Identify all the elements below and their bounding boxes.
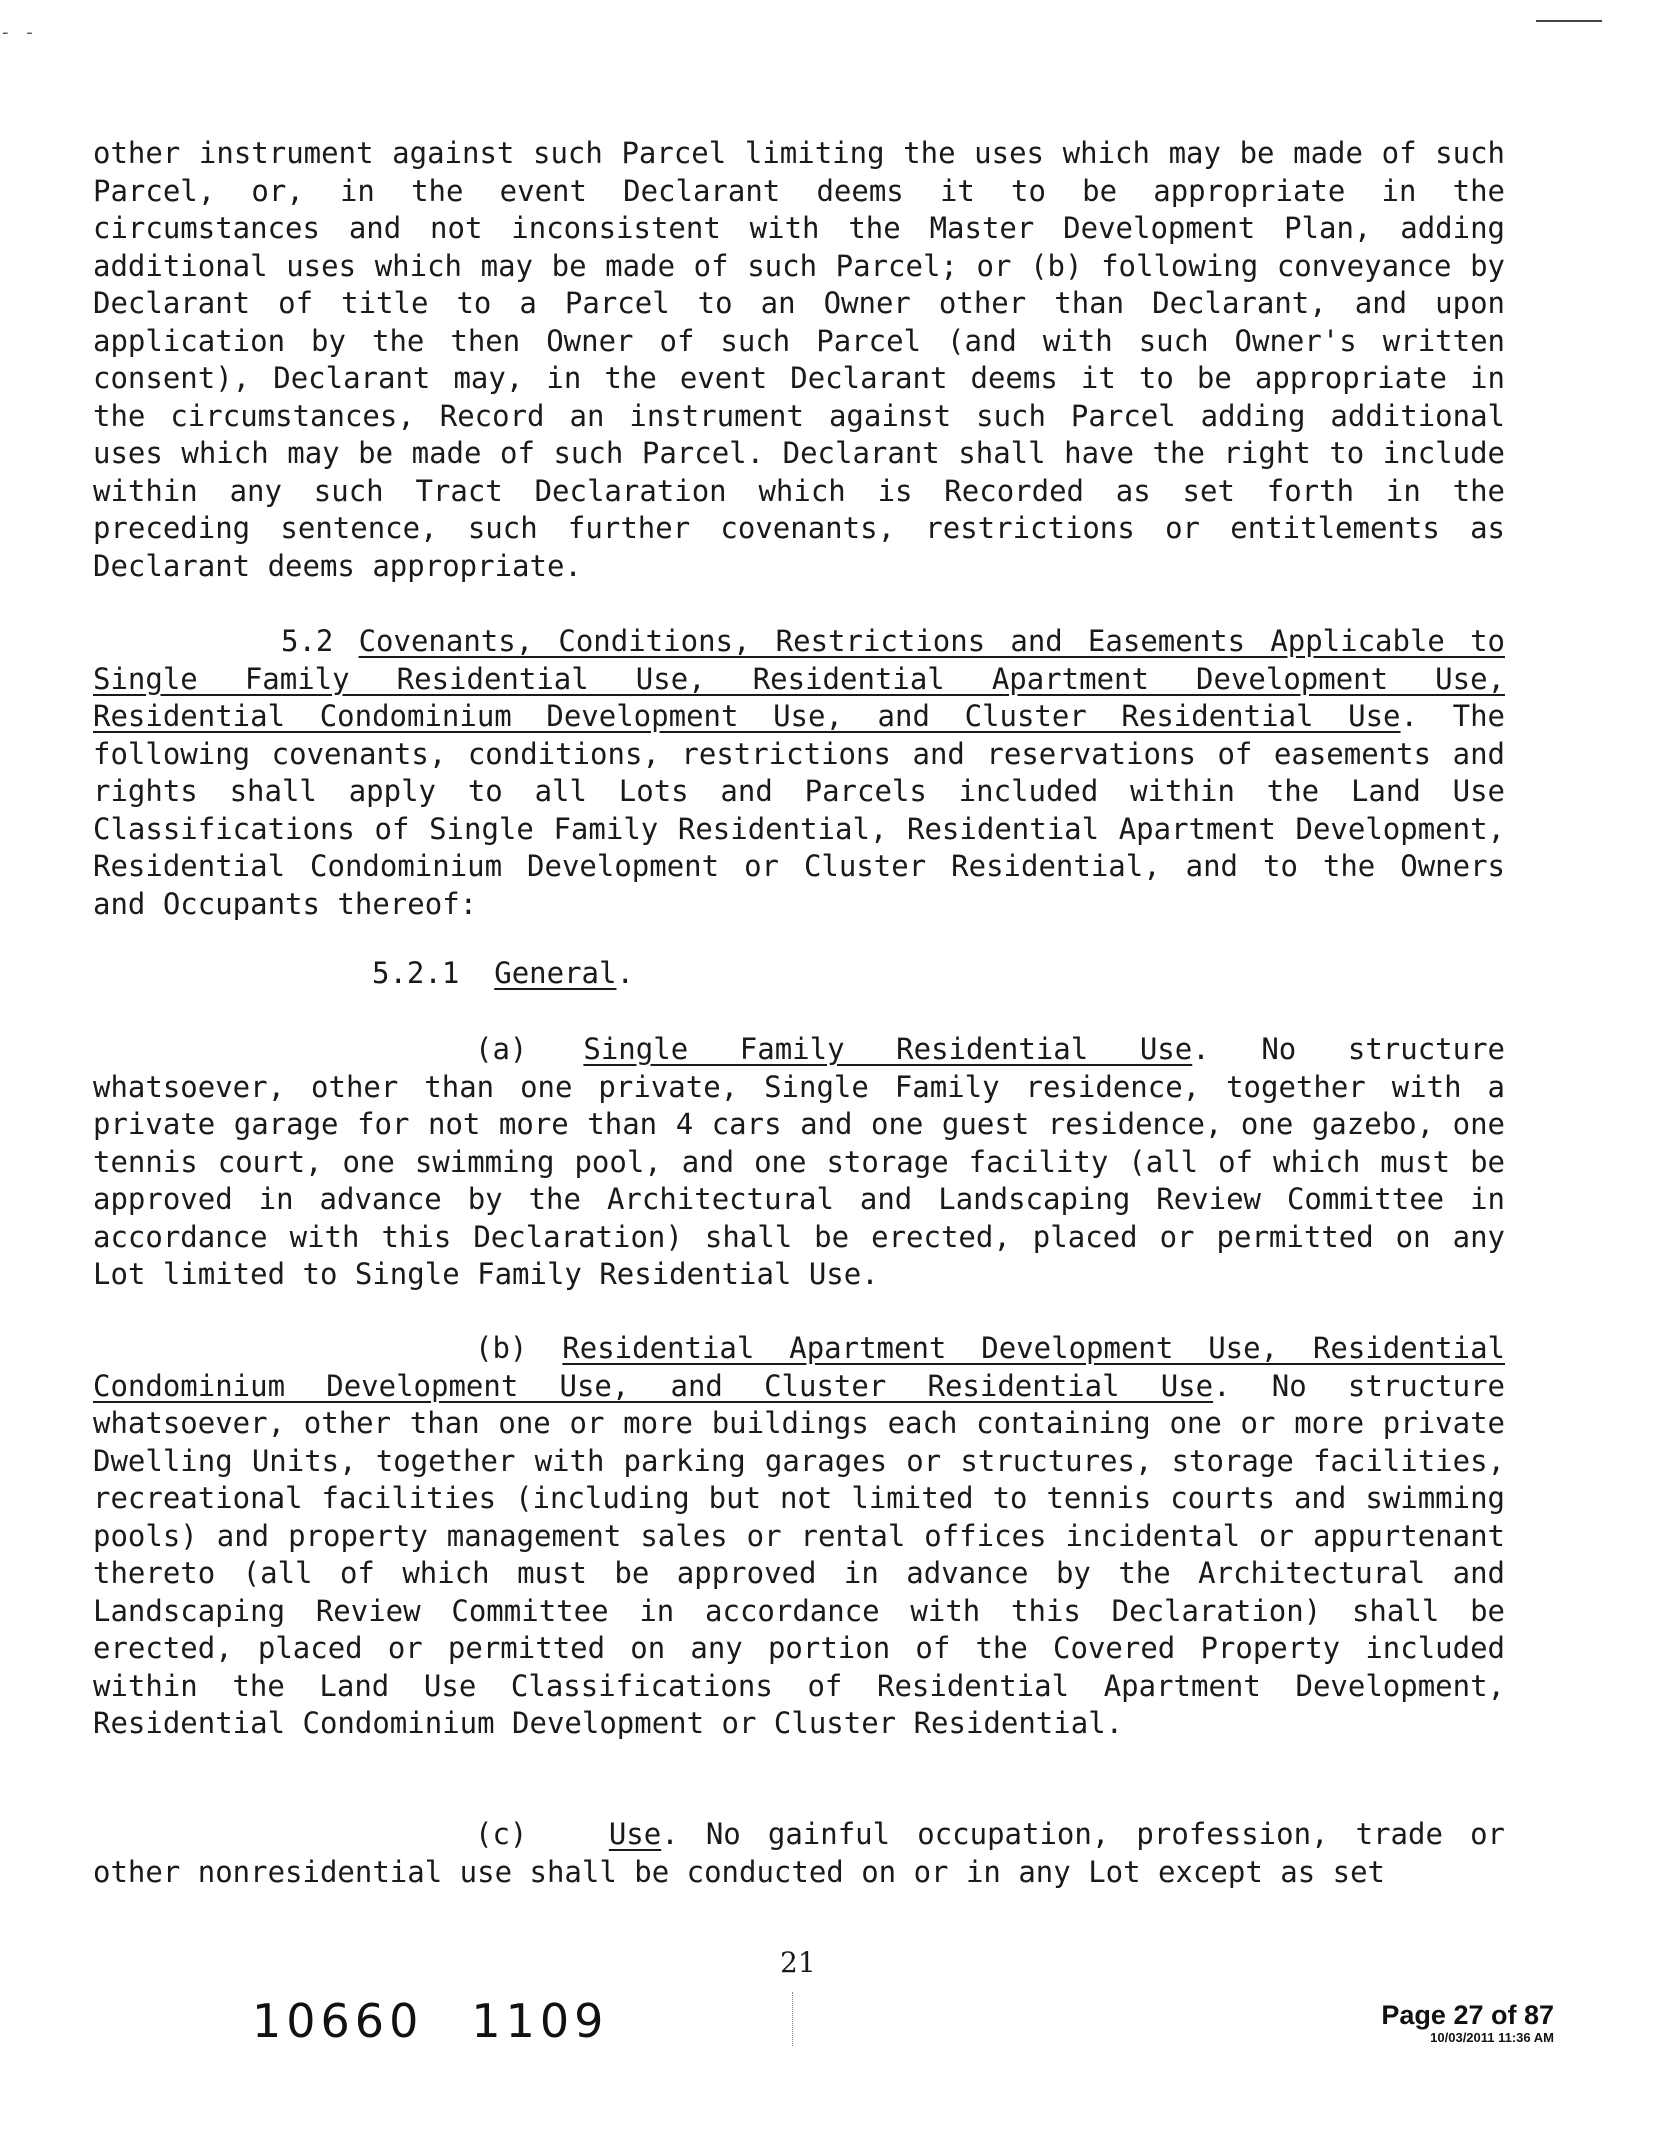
section-5-2-text [93, 623, 1505, 923]
book-page-number [252, 1994, 608, 2048]
section-heading: Covenants, Conditions, Restrictions and Easements Applicable to Single Family Residential Use, Residential Apartment Development Use, Residential Condominium Development Use, and Cluster Residential Use [93, 624, 1505, 733]
book-page: 1109 [471, 1994, 609, 2048]
subsection-number: 5.2.1 [372, 956, 460, 990]
subsection-heading [372, 955, 972, 993]
item-c [93, 1816, 1505, 1891]
section-5-2 [93, 623, 1505, 923]
item-heading: Residential Apartment Development Use, Residential Condominium Development Use, and Cluster Residential Use [93, 1331, 1505, 1403]
subsection-title: General [494, 956, 617, 990]
item-body: . No structure whatsoever, other than one private, Single Family residence, together with a private garage for not more than 4 cars and one guest residence, one gazebo, one tennis court, one swimming pool, and one storage facility (all of which must be approved in advance by the Architectural and Landscaping Review Committee in accordance with this Declaration) shall be erected, placed or permitted on any Lot limited to Single Family Residential Use. [93, 1032, 1506, 1291]
margin-mark [792, 1992, 795, 2046]
item-a [93, 1031, 1505, 1294]
scan-mark: - - [2, 22, 39, 43]
item-label: (b) [475, 1331, 528, 1365]
scan-rule [1536, 20, 1602, 22]
book-number: 10660 [252, 1994, 424, 2048]
item-label: (a) [475, 1032, 528, 1066]
stamp-page-count: Page 27 of 87 [1381, 2000, 1554, 2030]
item-a-text [93, 1031, 1505, 1294]
item-body: . No structure whatsoever, other than one or more buildings each containing one or more private Dwelling Units, together with parking garages or structures, storage facilities, recreational facilities (including but not limited to tennis courts and swimming pools) and property management sales or rental offices incidental or appurtenant thereto (all of which must be approved in advance by the Architectural and Landscaping Review Committee in accordance with this Declaration) shall be erected, placed or permitted on any portion of the Covered Property included within the Land Use Classifications of Residential Apartment Development, Residential Condominium Development or Cluster Residential. [93, 1368, 1505, 1740]
subsection-period: . [616, 956, 634, 990]
recording-stamp [1381, 2000, 1554, 2046]
item-b-text [93, 1330, 1505, 1743]
item-body: . No gainful occupation, profession, trade or other nonresidential use shall be conducted on or in any Lot except as set [93, 1817, 1505, 1889]
item-heading: Use [608, 1817, 662, 1851]
item-c-text [93, 1816, 1505, 1891]
item-heading: Single Family Residential Use [583, 1032, 1193, 1066]
page-number: 21 [780, 1946, 816, 1979]
section-5-2-1 [372, 955, 972, 993]
item-label: (c) [475, 1817, 528, 1851]
paragraph-text: other instrument against such Parcel limiting the uses which may be made of such Parcel, or, in the event Declarant deems it to be appropriate in the circumstances and not inconsistent with the Master Development Plan, adding additional uses which may be made of such Parcel; or (b) following conveyance by Declarant of title to a Parcel to an Owner other than Declarant, and upon application by the then Owner of such Parcel (and with such Owner's written consent), Declarant may, in the event Declarant deems it to be appropriate in the circumstances, Record an instrument against such Parcel adding additional uses which may be made of such Parcel. Declarant shall have the right to include within any such Tract Declaration which is Recorded as set forth in the preceding sentence, such further covenants, restrictions or entitlements as Declarant deems appropriate. [93, 136, 1505, 583]
section-body: . The following covenants, conditions, restrictions and reservations of easements and rights shall apply to all Lots and Parcels included within the Land Use Classifications of Single Family Residential, Residential Apartment Development, Residential Condominium Development or Cluster Residential, and to the Owners and Occupants thereof: [93, 699, 1505, 921]
paragraph-continuation [93, 135, 1505, 585]
item-b [93, 1330, 1505, 1743]
stamp-datetime: 10/03/2011 11:36 AM [1430, 2030, 1554, 2045]
section-number: 5.2 [281, 624, 334, 658]
